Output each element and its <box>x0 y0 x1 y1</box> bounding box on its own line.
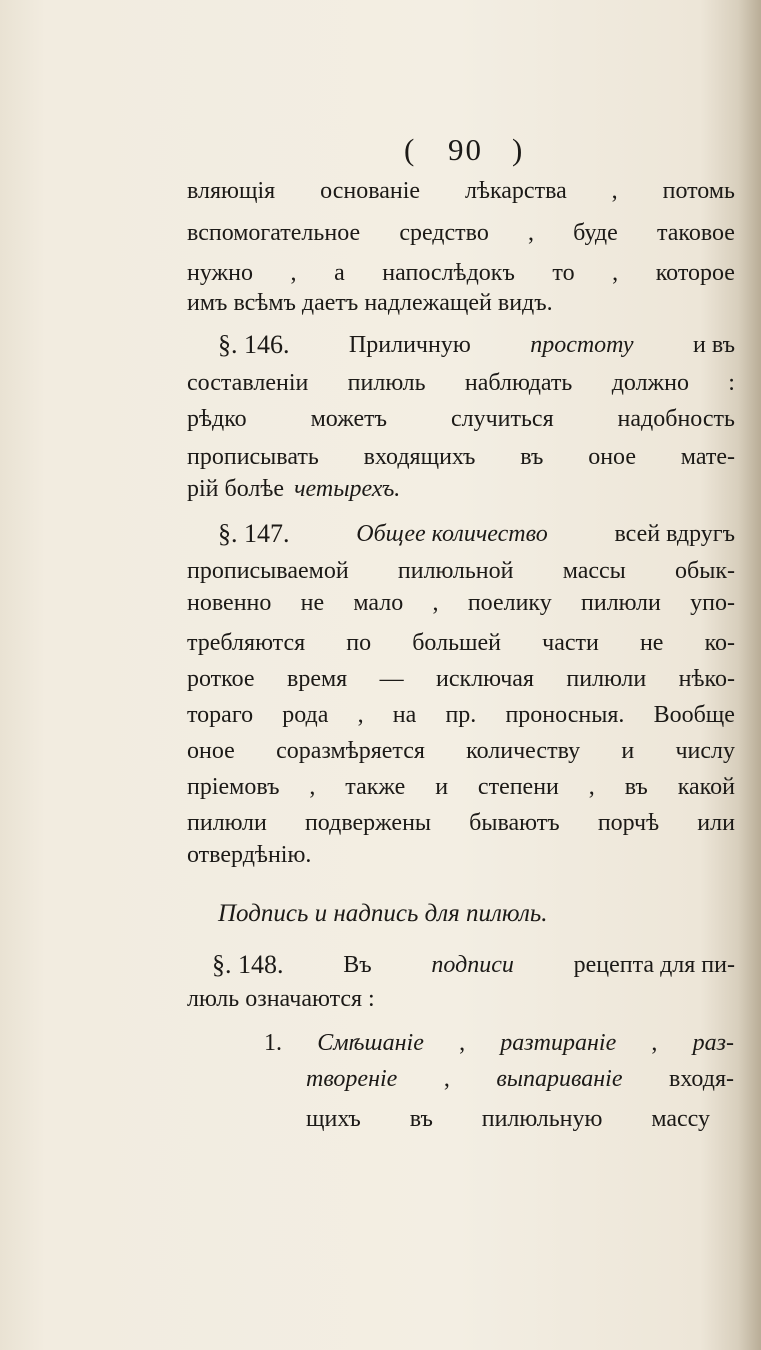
section-146-line <box>187 400 735 438</box>
word: наблюдать <box>464 370 573 396</box>
section-146-text: Приличную <box>348 332 471 358</box>
page-number-value: 90 <box>448 132 483 167</box>
word: количеству <box>466 738 581 764</box>
word: мало <box>353 590 404 616</box>
word: большей <box>412 630 502 656</box>
section-146-text: рій болѣе <box>187 476 285 502</box>
word: порчѣ <box>597 810 660 836</box>
word: мате- <box>680 444 735 470</box>
list-item-text: входя- <box>669 1066 734 1092</box>
word: составленіи <box>187 370 309 396</box>
section-147-line <box>187 584 735 622</box>
word: то <box>552 260 575 286</box>
word: которое <box>655 260 735 286</box>
word: бываютъ <box>469 810 560 836</box>
section-146-emphasis: четырехъ. <box>294 476 401 502</box>
word: въ <box>409 1106 433 1132</box>
word: , <box>527 220 534 246</box>
word: по <box>346 630 372 656</box>
list-item-1-line <box>264 1024 734 1062</box>
word: нужно <box>187 260 253 286</box>
list-item-number: 1. <box>264 1030 282 1056</box>
word: массы <box>562 558 626 584</box>
section-147-first-line <box>218 515 735 553</box>
section-148-text: рецепта для пи- <box>573 952 735 978</box>
word: Вообще <box>653 702 735 728</box>
word: подвержены <box>304 810 432 836</box>
section-148-text: Въ <box>343 952 372 978</box>
list-item-punct: , <box>459 1030 466 1056</box>
word: новенно <box>187 590 272 616</box>
word: вспомогательное <box>187 220 361 246</box>
list-item-1-line <box>306 1100 710 1138</box>
section-147-text: всей вдругъ <box>614 521 735 547</box>
word: не <box>300 590 325 616</box>
word: можетъ <box>310 406 388 432</box>
word: напослѣдокъ <box>382 260 515 286</box>
word: пріемовъ <box>187 774 280 800</box>
word: буде <box>573 220 618 246</box>
paragraph-line <box>187 214 735 252</box>
word: части <box>542 630 599 656</box>
list-item-emphasis: разтираніе <box>500 1030 617 1056</box>
word: и <box>621 738 635 764</box>
word: ко- <box>704 630 735 656</box>
word: исключая <box>436 666 534 692</box>
section-146-line <box>187 364 735 402</box>
section-146-emphasis: простоту <box>530 332 634 358</box>
word: средство <box>399 220 489 246</box>
word: пилюли <box>566 666 647 692</box>
word: пилюльной <box>397 558 514 584</box>
word: пр. <box>445 702 477 728</box>
word: проносныя. <box>505 702 625 728</box>
word: , <box>612 260 619 286</box>
word: время <box>286 666 348 692</box>
word: на <box>392 702 417 728</box>
word: пилюли <box>187 810 267 836</box>
word: и <box>435 774 449 800</box>
word: основаніе <box>320 178 421 204</box>
section-147-line <box>187 732 735 770</box>
word: въ <box>520 444 544 470</box>
list-item-emphasis: Смѣшаніе <box>317 1030 424 1056</box>
section-148-emphasis: подписи <box>431 952 514 978</box>
word: а <box>334 260 345 286</box>
word: какой <box>677 774 735 800</box>
section-146-last-line <box>187 470 735 508</box>
word: оное <box>187 738 235 764</box>
word: вляющія <box>187 178 276 204</box>
word: , <box>309 774 316 800</box>
word: , <box>357 702 364 728</box>
word: , <box>432 590 439 616</box>
word: или <box>697 810 735 836</box>
section-147-line <box>187 660 735 698</box>
section-147-emphasis: Общее количество <box>356 521 548 547</box>
word: случиться <box>450 406 554 432</box>
paragraph-line <box>187 172 735 210</box>
word: пилюльную <box>481 1106 603 1132</box>
word: упо- <box>690 590 735 616</box>
open-paren: ( <box>404 132 417 167</box>
section-147-line: отвердѣнію. <box>187 842 312 868</box>
word: не <box>639 630 664 656</box>
section-147-line <box>187 624 735 662</box>
word: прописывать <box>187 444 319 470</box>
word: поелику <box>467 590 552 616</box>
word: щихъ <box>306 1106 361 1132</box>
page-number <box>404 132 534 172</box>
word: , <box>588 774 595 800</box>
word: въ <box>624 774 648 800</box>
word: пилюли <box>581 590 661 616</box>
list-item-emphasis: раз- <box>692 1030 734 1056</box>
word: оное <box>588 444 636 470</box>
close-paren: ) <box>512 132 525 167</box>
list-item-punct: , <box>651 1030 658 1056</box>
paragraph-line: имъ всѣмъ даетъ надлежащей видъ. <box>187 290 553 316</box>
word: : <box>728 370 735 396</box>
word: — <box>379 666 404 692</box>
word: числу <box>675 738 735 764</box>
word: соразмѣряется <box>276 738 425 764</box>
word: степени <box>477 774 559 800</box>
word: массу <box>651 1106 710 1132</box>
word: , <box>611 178 618 204</box>
section-147-line <box>187 768 735 806</box>
subheading: Подпись и надпись для пилюль. <box>218 900 548 927</box>
section-148-number: §. 148. <box>212 950 284 979</box>
word: потомь <box>662 178 735 204</box>
section-146-number: §. 146. <box>218 330 290 359</box>
word: лѣкарства <box>464 178 567 204</box>
word: должно <box>611 370 689 396</box>
word: входящихъ <box>363 444 476 470</box>
section-146-text: и въ <box>692 332 735 358</box>
section-147-number: §. 147. <box>218 519 290 548</box>
word: надобность <box>617 406 735 432</box>
section-148-line: люль означаются : <box>187 986 375 1012</box>
word: роткое <box>187 666 255 692</box>
word: пилюль <box>347 370 426 396</box>
word: рѣдко <box>187 406 247 432</box>
word: также <box>345 774 406 800</box>
word: тораго <box>187 702 254 728</box>
word: обык- <box>675 558 735 584</box>
section-148-first-line <box>212 946 735 984</box>
word: требляются <box>187 630 306 656</box>
list-item-emphasis: выпариваніе <box>496 1066 623 1092</box>
list-item-emphasis: твореніе <box>306 1066 398 1092</box>
word: прописываемой <box>187 558 349 584</box>
section-147-line <box>187 696 735 734</box>
word: нѣко- <box>678 666 735 692</box>
list-item-punct: , <box>443 1066 450 1092</box>
section-146-first-line <box>218 326 735 364</box>
word: , <box>290 260 297 286</box>
word: таковое <box>656 220 735 246</box>
list-item-1-line <box>306 1060 734 1098</box>
word: рода <box>282 702 329 728</box>
